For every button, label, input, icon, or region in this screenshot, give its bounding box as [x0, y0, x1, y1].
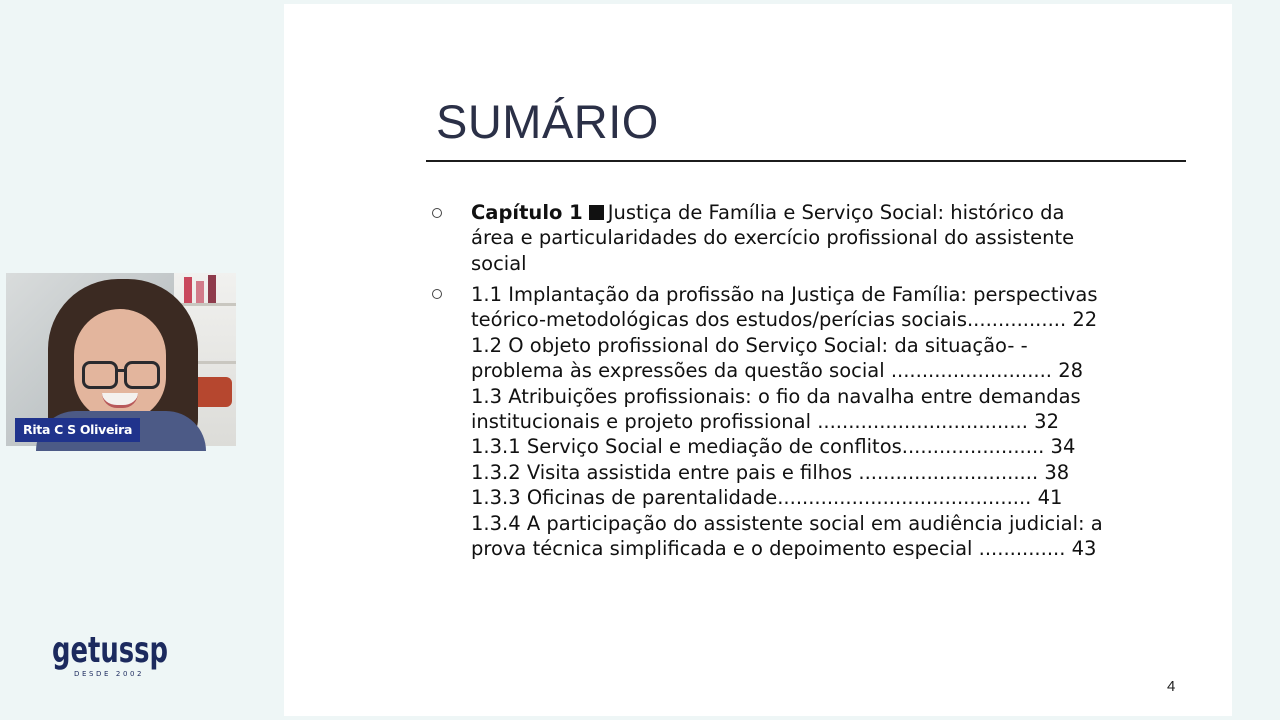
- toc-line: 1.2 O objeto profissional do Serviço Social: da situação- -: [471, 333, 1028, 357]
- smile: [102, 393, 138, 408]
- toc-line: teórico-metodológicas dos estudos/perícias sociais................ 22: [471, 308, 1098, 332]
- chapter-line: área e particularidades do exercício profissional do assistente: [471, 226, 1075, 250]
- toc-line: 1.1 Implantação da profissão na Justiça de Família: perspectivas: [471, 283, 1098, 306]
- participant-face: [74, 309, 166, 421]
- glasses-icon: [82, 361, 118, 389]
- chapter-label: Capítulo 1: [471, 201, 583, 224]
- title-divider: [426, 160, 1186, 162]
- toc-line: 1.3 Atribuições profissionais: o fio da navalha entre demandas: [471, 384, 1081, 408]
- participant-name-label: Rita C S Oliveira: [15, 418, 140, 442]
- chapter-line: Justiça de Família e Serviço Social: histórico da: [607, 201, 1065, 224]
- getussp-logo: [52, 622, 172, 682]
- bullet-circle-icon: [432, 208, 442, 218]
- toc-line: institucionais e projeto profissional .................................. 32: [471, 410, 1059, 434]
- background-cushion: [192, 377, 232, 407]
- background-margin: [1232, 0, 1280, 720]
- slide-page-number: 4: [1167, 678, 1176, 695]
- toc-line: prova técnica simplificada e o depoimento especial .............. 43: [471, 537, 1097, 561]
- toc-line: problema às expressões da questão social .......................... 28: [471, 359, 1084, 383]
- logo-wordmark: getussp: [52, 630, 168, 671]
- section-entries: [471, 282, 1171, 561]
- bullet-circle-icon: [432, 289, 442, 299]
- webcam-video-tile[interactable]: [6, 273, 236, 446]
- logo-tagline: DESDE 2002: [74, 670, 145, 678]
- chapter-line: social: [471, 251, 527, 275]
- chapter-entry: [471, 200, 1171, 276]
- toc-line: 1.3.3 Oficinas de parentalidade......................................... 41: [471, 486, 1063, 510]
- toc-line: 1.3.4 A participação do assistente social em audiência judicial: a: [471, 511, 1103, 535]
- toc-line: 1.3.2 Visita assistida entre pais e filhos ............................. 38: [471, 460, 1070, 484]
- toc-line: 1.3.1 Serviço Social e mediação de conflitos....................... 34: [471, 435, 1076, 459]
- slide-title: SUMÁRIO: [436, 95, 659, 148]
- black-square-icon: [589, 205, 604, 220]
- presentation-slide: [284, 4, 1232, 716]
